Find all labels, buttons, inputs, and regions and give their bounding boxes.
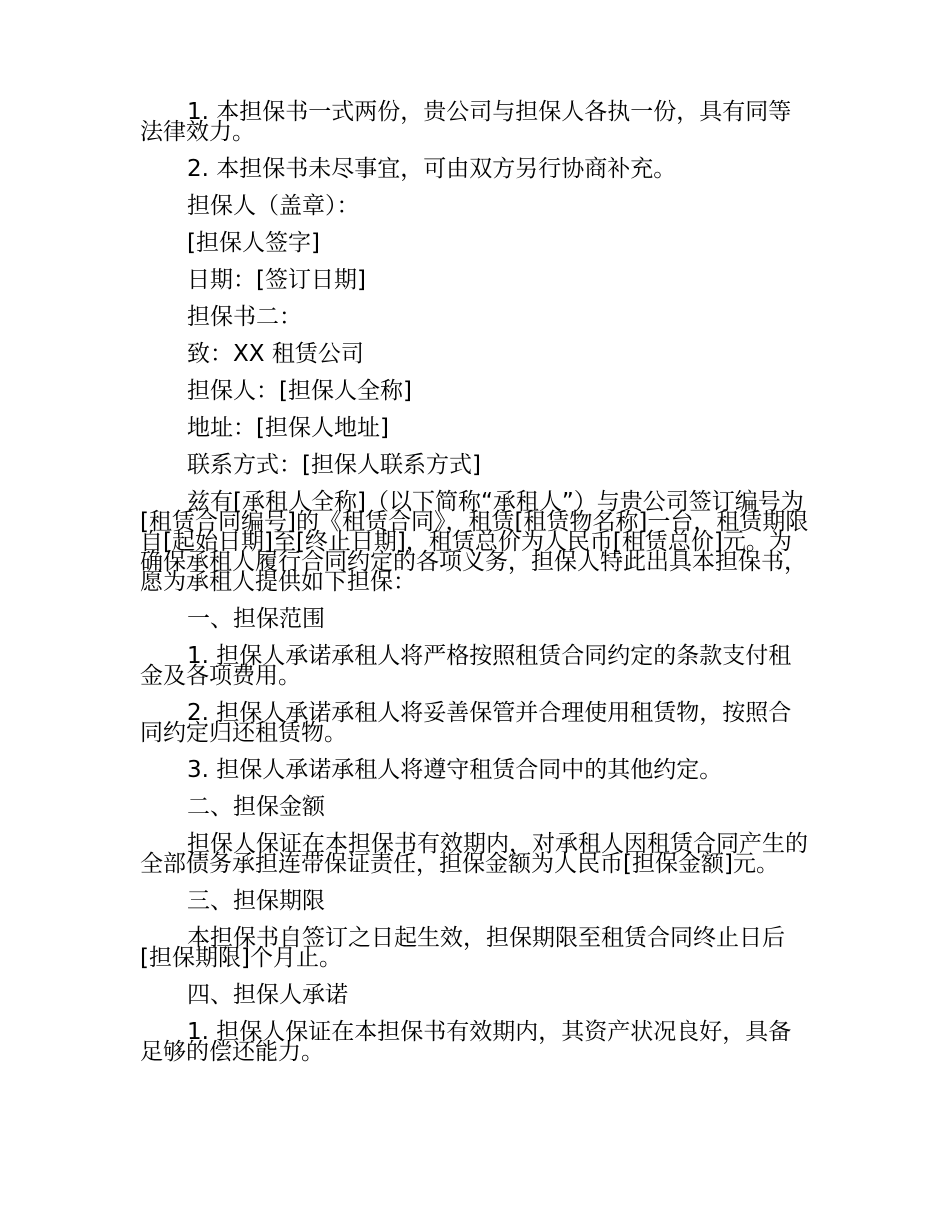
- guarantor-seal-label: 担保人（盖章）：: [187, 193, 360, 219]
- paragraph-supplement-clause: 2. 本担保书未尽事宜，可由双方另行协商补充。: [187, 156, 677, 182]
- commitment-item-1: 1. 担保人保证在本担保书有效期内，其资产状况良好，具备足够的偿还能力。: [140, 1019, 792, 1065]
- recipient-line: 致：XX 租赁公司: [187, 341, 364, 367]
- heading-scope: 一、担保范围: [187, 606, 325, 632]
- date-line: 日期：[签订日期]: [187, 267, 366, 293]
- section-title-guarantee-two: 担保书二：: [187, 304, 302, 330]
- guarantor-address-line: 地址：[担保人地址]: [187, 415, 389, 441]
- heading-commitment: 四、担保人承诺: [187, 982, 348, 1008]
- scope-item-3: 3. 担保人承诺承租人将遵守租赁合同中的其他约定。: [187, 757, 723, 783]
- document-body: [140, 99, 812, 1065]
- guarantor-name-line: 担保人：[担保人全称]: [187, 378, 412, 404]
- heading-amount: 二、担保金额: [187, 794, 325, 820]
- scope-item-1: 1. 担保人承诺承租人将严格按照租赁合同约定的条款支付租金及各项费用。: [140, 643, 792, 689]
- guarantor-contact-line: 联系方式：[担保人联系方式]: [187, 452, 481, 478]
- amount-paragraph: 担保人保证在本担保书有效期内，对承租人因租赁合同产生的全部债务承担连带保证责任，担保金额为人民币[担保金额]元。: [140, 831, 808, 877]
- guarantor-signature-placeholder: [担保人签字]: [187, 230, 320, 256]
- paragraph-copies-clause: 1. 本担保书一式两份，贵公司与担保人各执一份，具有同等法律效力。: [140, 99, 792, 145]
- period-paragraph: 本担保书自签订之日起生效，担保期限至租赁合同终止日后[担保期限]个月止。: [140, 925, 785, 971]
- intro-paragraph: 兹有[承租人全称]（以下简称“承租人”）与贵公司签订编号为[租赁合同编号]的《租赁合同》，租赁[租赁物名称]一台，租赁期限自[起始日期]至[终止日期]，租赁总价为人民币[租赁总价]元。为确保承租人履行合同约定的各项义务，担保人特此出具本担保书，愿为承租人提供如下担保：: [140, 489, 809, 595]
- heading-period: 三、担保期限: [187, 888, 325, 914]
- scope-item-2: 2. 担保人承诺承租人将妥善保管并合理使用租赁物，按照合同约定归还租赁物。: [140, 700, 792, 746]
